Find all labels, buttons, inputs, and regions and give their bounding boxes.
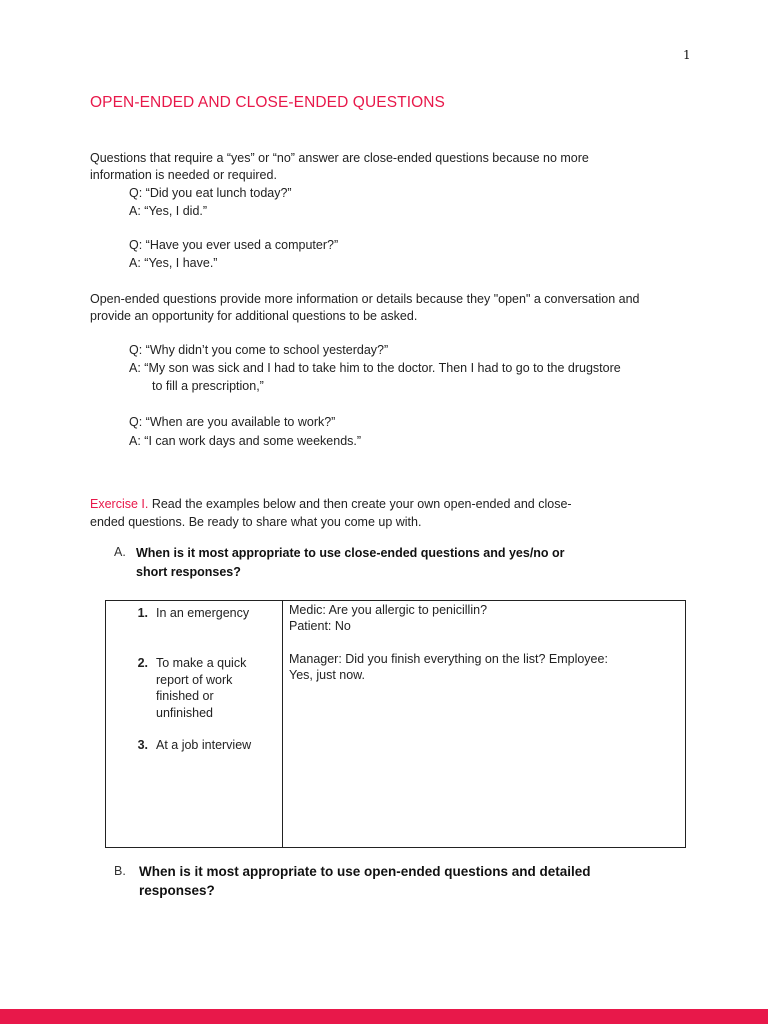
list-number: 3.: [137, 738, 148, 752]
example-answer: A: “Yes, I did.”: [129, 204, 208, 218]
open-intro-line-2: provide an opportunity for additional questions to be asked.: [90, 309, 418, 323]
exercise-text-2: ended questions. Be ready to share what you come up with.: [90, 515, 422, 529]
question-text-line-2: responses?: [139, 883, 215, 898]
list-number: 2.: [137, 656, 148, 670]
question-letter: B.: [114, 864, 126, 878]
dialogue-example: Manager: Did you finish everything on the list? Employee: Yes, just now.: [289, 652, 608, 682]
example-answer: A: “Yes, I have.”: [129, 256, 218, 270]
examples-table: [105, 600, 686, 848]
list-text: In an emergency: [156, 606, 250, 620]
question-text-line-1: When is it most appropriate to use close-ended questions and yes/no or: [136, 546, 565, 560]
table-cell-dialogues: [283, 601, 686, 848]
example-answer-continued: to fill a prescription,”: [152, 379, 264, 393]
page-number: 1: [683, 48, 691, 62]
list-text: At a job interview: [156, 738, 252, 752]
table-cell-situations: [106, 601, 283, 848]
question-text-line-2: short responses?: [136, 565, 241, 579]
example-answer: A: “I can work days and some weekends.”: [129, 434, 362, 448]
intro-line-2: information is needed or required.: [90, 168, 277, 182]
dialogue-example: Medic: Are you allergic to penicillin? Patient: No: [289, 603, 488, 633]
page-title: OPEN-ENDED AND CLOSE-ENDED QUESTIONS: [90, 94, 445, 111]
example-question: Q: “Did you eat lunch today?”: [129, 186, 292, 200]
footer-accent-bar: [0, 1009, 768, 1024]
example-question: Q: “Have you ever used a computer?”: [129, 238, 339, 252]
question-text-line-1: When is it most appropriate to use open-ended questions and detailed: [139, 864, 591, 879]
exercise-label: Exercise I.: [90, 497, 149, 511]
example-question: Q: “Why didn’t you come to school yesterday?”: [129, 343, 389, 357]
question-letter: A.: [114, 545, 126, 559]
example-question: Q: “When are you available to work?”: [129, 415, 336, 429]
example-answer: A: “My son was sick and I had to take him to the doctor. Then I had to go to the drugstore: [129, 361, 621, 375]
exercise-instructions: [90, 495, 650, 531]
intro-line-1: Questions that require a “yes” or “no” answer are close-ended questions because no more: [90, 151, 589, 165]
exercise-text-1: Read the examples below and then create your own open-ended and close-: [148, 497, 572, 511]
list-text: To make a quick report of work finished or unfinished: [156, 656, 247, 720]
list-number: 1.: [137, 606, 148, 620]
open-intro-line-1: Open-ended questions provide more information or details because they "open" a conversation and: [90, 292, 640, 306]
